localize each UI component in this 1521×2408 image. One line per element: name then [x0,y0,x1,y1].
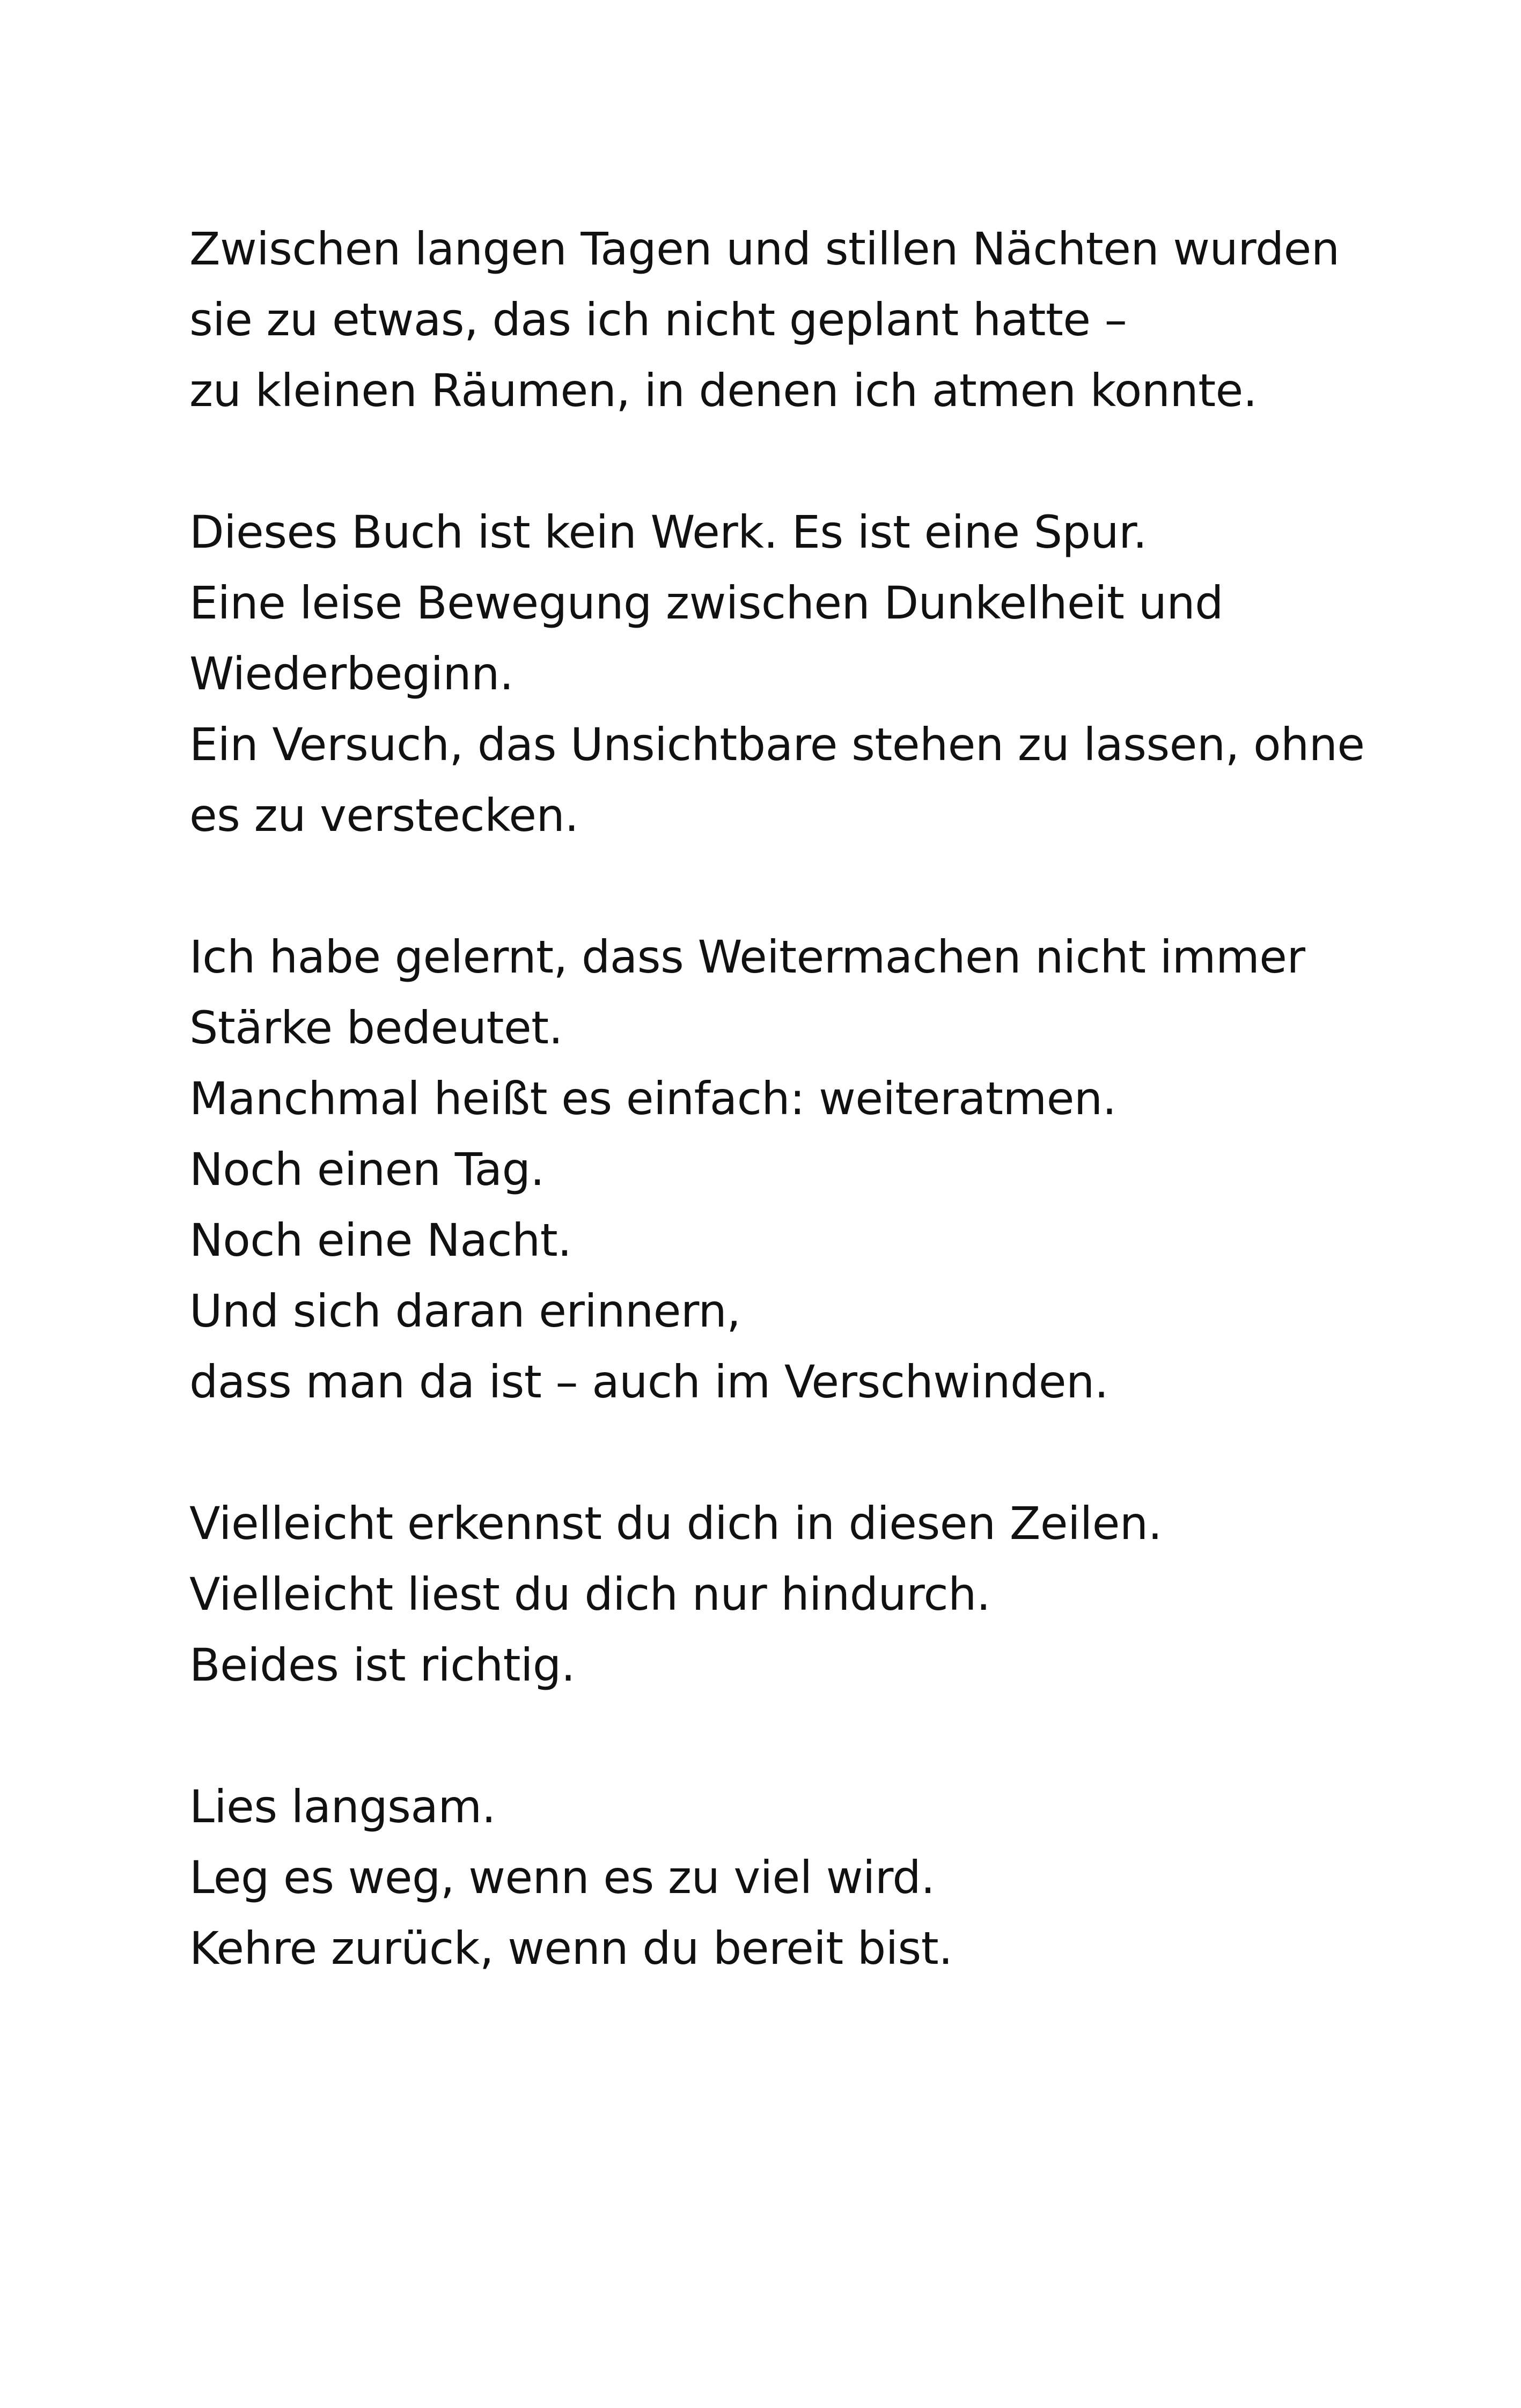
text-line: Beides ist richtig. [189,1639,575,1691]
text-line: Kehre zurück, wenn du bereit bist. [189,1922,953,1975]
text-line: Leg es weg, wenn es zu viel wird. [189,1851,935,1904]
text-line: Dieses Buch ist kein Werk. Es ist eine Spur. [189,506,1147,558]
stanza-1 [189,213,1423,426]
text-line: Ich habe gelernt, dass Weitermachen nicht immer [189,931,1305,983]
stanza-2 [189,497,1423,851]
text-line: Noch eine Nacht. [189,1214,572,1266]
text-line: Stärke bedeutet. [189,1002,563,1054]
text-line: Eine leise Bewegung zwischen Dunkelheit und [189,577,1223,629]
text-line: Vielleicht erkennst du dich in diesen Zeilen. [189,1497,1162,1550]
stanza-4 [189,1488,1423,1700]
text-line: Und sich daran erinnern, [189,1285,741,1337]
stanza-3 [189,922,1423,1417]
text-line: zu kleinen Räumen, in denen ich atmen konnte. [189,364,1258,417]
text-line: dass man da ist – auch im Verschwinden. [189,1356,1108,1408]
poem-text [189,213,1423,1984]
text-line: Manchmal heißt es einfach: weiteratmen. [189,1072,1116,1125]
stanza-5 [189,1771,1423,1984]
text-line: es zu verstecken. [189,789,579,842]
text-line: Zwischen langen Tagen und stillen Nächten wurden [189,223,1340,275]
text-line: Lies langsam. [189,1780,496,1833]
text-line: sie zu etwas, das ich nicht geplant hatte – [189,293,1127,346]
text-line: Wiederbeginn. [189,647,514,700]
text-line: Vielleicht liest du dich nur hindurch. [189,1568,991,1621]
text-line: Ein Versuch, das Unsichtbare stehen zu lassen, ohne [189,718,1365,771]
text-line: Noch einen Tag. [189,1143,545,1196]
